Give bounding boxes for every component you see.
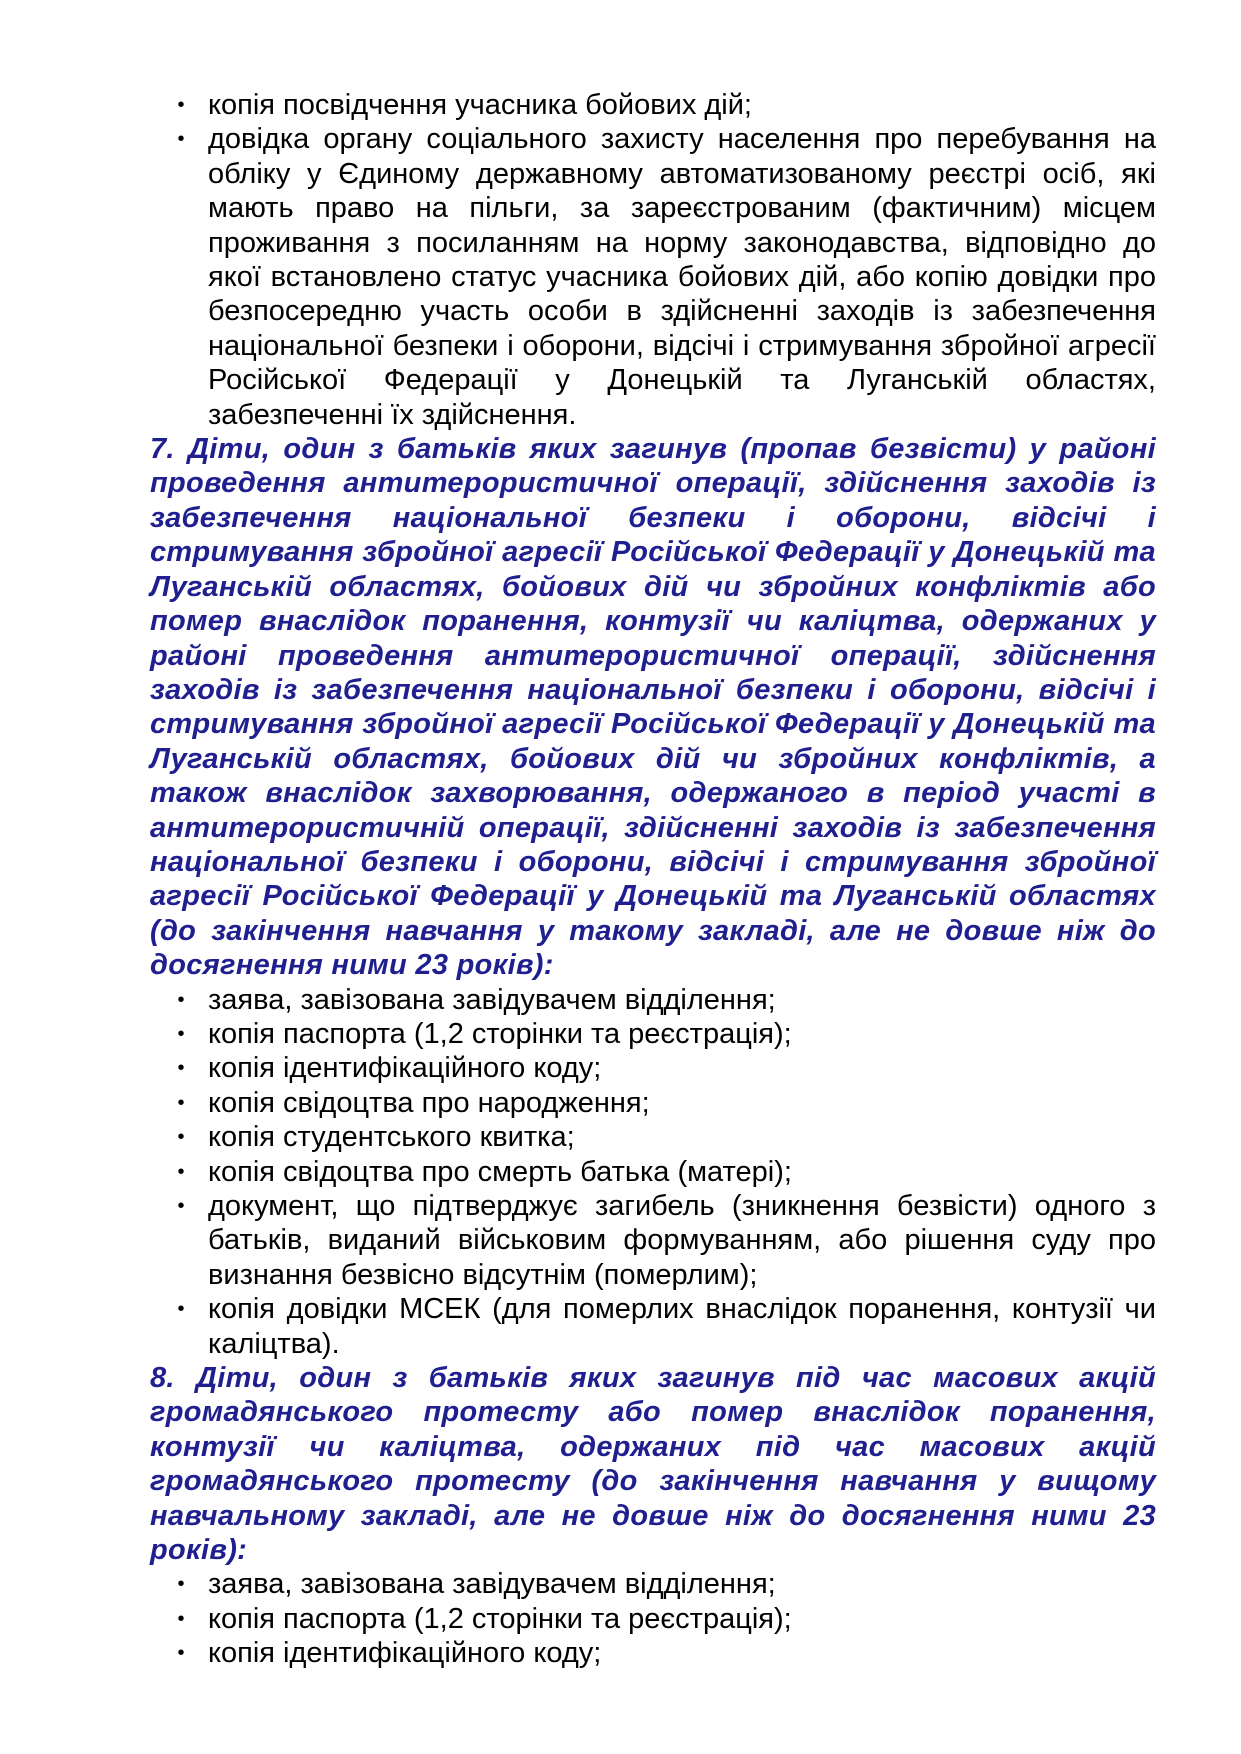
list-item: • заява, завізована завідувачем відділення; xyxy=(150,983,1156,1017)
document-body xyxy=(150,88,1156,1671)
bullet-icon: • xyxy=(177,1607,185,1630)
section-7-heading: 7. Діти, один з батьків яких загинув (пропав безвісти) у районі проведення антитерористичної операції, здійснення заходів із забезпечення національної безпеки і оборони, відсічі і стримування збройної агресії Російської Федерації у Донецькій та Луганській областях, бойових дій чи збройних конфліктів або помер внаслідок поранення, контузії чи каліцтва, одержаних у районі проведення антитерористичної операції, здійснення заходів із забезпечення національної безпеки і оборони, відсічі і стримування збройної агресії Російської Федерації у Донецькій та Луганській областях, бойових дій чи збройних конфліктів, а також внаслідок захворювання, одержаного в період участі в антитерористичній операції, здійсненні заходів із забезпечення національної безпеки і оборони, відсічі і стримування збройної агресії Російської Федерації у Донецькій та Луганській областях (до закінчення навчання у такому закладі, але не довше ніж до досягнення ними 23 років): xyxy=(150,433,1156,982)
list-item: • документ, що підтверджує загибель (зникнення безвісти) одного з батьків, виданий військовим формуванням, або рішення суду про визнання безвісно відсутнім (померлим); xyxy=(150,1189,1156,1292)
bullet-icon: • xyxy=(177,1642,185,1665)
list-item: • копія посвідчення учасника бойових дій; xyxy=(150,88,1156,122)
bullet-icon: • xyxy=(177,94,185,116)
list-item: • копія паспорта (1,2 сторінки та реєстрація); xyxy=(150,1602,1156,1636)
list-item: • копія студентського квитка; xyxy=(150,1120,1156,1154)
list-item: • заява, завізована завідувачем відділення; xyxy=(150,1567,1156,1601)
bullet-icon: • xyxy=(177,128,185,151)
list-item: • копія свідоцтва про смерть батька (матері); xyxy=(150,1155,1156,1189)
bullet-list-section-8 xyxy=(150,1567,1156,1670)
bullet-icon: • xyxy=(177,1057,185,1080)
list-item: • копія ідентифікаційного коду; xyxy=(150,1636,1156,1670)
bullet-icon: • xyxy=(177,1160,185,1183)
list-item: • довідка органу соціального захисту населення про перебування на обліку у Єдиному державному автоматизованому реєстрі осіб, які мають право на пільги, за зареєстрованим (фактичним) місцем проживання з посиланням на норму законодавства, відповідно до якої встановлено статус учасника бойових дій, або копію довідки про безпосередню участь особи в здійсненні заходів із забезпечення національної безпеки і оборони, відсічі і стримування збройної агресії Російської Федерації у Донецькій та Луганській областях, забезпеченні їх здійснення. xyxy=(150,122,1156,432)
bullet-list-section-7 xyxy=(150,983,1156,1361)
bullet-icon: • xyxy=(177,1195,185,1217)
list-item: • копія ідентифікаційного коду; xyxy=(150,1051,1156,1085)
list-item: • копія свідоцтва про народження; xyxy=(150,1086,1156,1120)
bullet-icon: • xyxy=(177,988,185,1011)
bullet-icon: • xyxy=(177,1126,185,1149)
bullet-list-top xyxy=(150,88,1156,432)
bullet-icon: • xyxy=(177,1573,185,1596)
bullet-icon: • xyxy=(177,1298,185,1321)
bullet-icon: • xyxy=(177,1022,185,1045)
list-item: • копія довідки МСЕК (для померлих внаслідок поранення, контузії чи каліцтва). xyxy=(150,1292,1156,1361)
section-8-heading: 8. Діти, один з батьків яких загинув під час масових акцій громадянського протесту або помер внаслідок поранення, контузії чи каліцтва, одержаних під час масових акцій громадянського протесту (до закінчення навчання у вищому навчальному закладі, але не довше ніж до досягнення ними 23 років): xyxy=(150,1362,1156,1567)
list-item: • копія паспорта (1,2 сторінки та реєстрація); xyxy=(150,1017,1156,1051)
bullet-icon: • xyxy=(177,1091,185,1114)
